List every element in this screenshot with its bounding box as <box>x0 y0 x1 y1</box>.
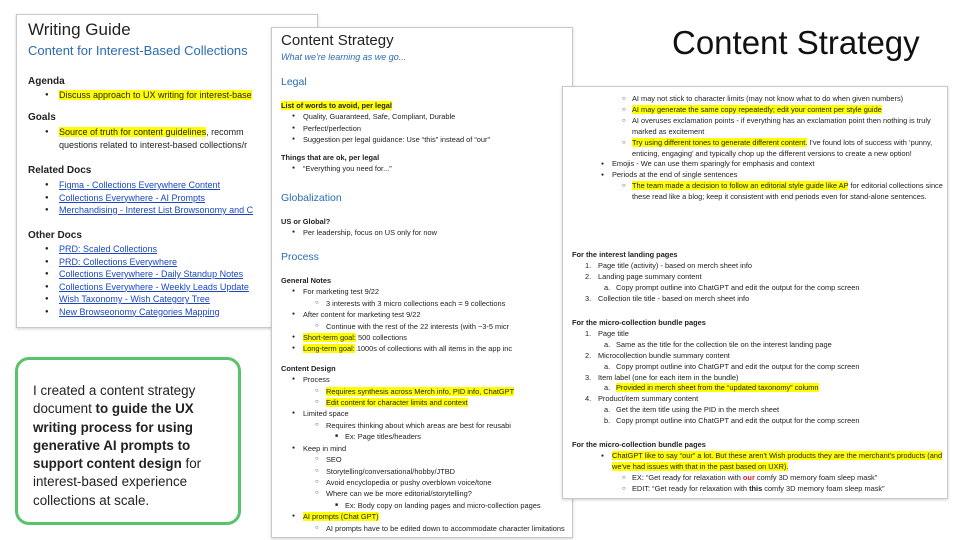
ai-note: ○ AI may not stick to character limits (may not know what to do when given numbers) <box>572 94 944 105</box>
agenda-heading: Agenda <box>28 76 65 87</box>
cd-sub-item: ○ SEO <box>281 454 571 465</box>
ai-notes-section <box>572 94 944 203</box>
process-section <box>281 275 571 534</box>
other-doc-link[interactable]: ● New Browseonomy Categories Mapping <box>45 306 315 319</box>
landing-section <box>572 250 944 305</box>
general-note: ● After content for marketing test 9/22 <box>281 309 571 320</box>
bundle-heading: For the micro-collection bundle pages <box>572 318 706 327</box>
bundle2-item: ● ChatGPT like to say “our” a lot. But these aren't Wish products they are the merchant's products (and we've had issues with that in the past based on UXR). <box>572 451 944 473</box>
agenda-item: ● Discuss approach to UX writing for interest-base <box>45 89 315 102</box>
cd-sub-item: ○ Where can we be more editorial/storytelling? <box>281 488 571 499</box>
example-line: ○ EX: “Get ready for relaxation with our comfy 3D memory foam sleep mask” <box>572 473 944 484</box>
strategy-doc-title: Content Strategy <box>281 32 394 49</box>
landing-item: 2. Landing page summary content <box>585 271 702 281</box>
bundle-item: 1. Page title <box>585 328 629 338</box>
ai-prompts-sub: ○ AI prompts have to be edited down to accommodate character limitations <box>281 523 571 534</box>
cd-sub-item: ○ Edit content for character limits and context <box>281 397 571 408</box>
writing-guide-title: Writing Guide <box>28 20 131 39</box>
process-heading: Process <box>281 251 319 263</box>
legal-heading: Legal <box>281 76 307 88</box>
content-strategy-continued-document <box>562 86 948 499</box>
other-docs-heading: Other Docs <box>28 230 82 241</box>
general-note-sub: ○ 3 interests with 3 micro collections each = 9 collections <box>281 298 571 309</box>
goals-item: ● Source of truth for content guidelines, recomm <box>45 126 315 139</box>
slide-title: Content Strategy <box>672 24 920 61</box>
writing-guide-subtitle: Content for Interest-Based Collections <box>28 43 248 58</box>
other-doc-link[interactable]: ● Collections Everywhere - Weekly Leads Update <box>45 281 315 294</box>
avoid-item: ● Perfect/perfection <box>281 123 571 134</box>
bundle2-heading: For the micro-collection bundle pages <box>572 440 706 449</box>
related-doc-link[interactable]: ● Figma - Collections Everywhere Content <box>45 179 315 192</box>
cd-sub-sub-item: ■ Ex: Body copy on landing pages and micro-collection pages <box>281 500 571 511</box>
bundle-sub-item: b. Copy prompt outline into ChatGPT and edit the output for the comp screen <box>604 416 860 426</box>
bundle-item: 4. Product/item summary content <box>585 394 699 404</box>
bundle-item: 3. Item label (one for each item in the bundle) <box>585 372 739 382</box>
cd-item: ● Keep in mind <box>281 443 571 454</box>
cd-sub-sub-item: ■ Ex: Page titles/headers <box>281 431 571 442</box>
other-doc-link[interactable]: ● Collections Everywhere - Daily Standup Notes <box>45 268 315 281</box>
general-note: ● Long-term goal: 1000s of collections with all items in the app inc <box>281 343 571 354</box>
other-doc-link[interactable]: ● PRD: Scaled Collections <box>45 243 315 256</box>
general-notes-heading: General Notes <box>281 276 332 285</box>
emojis-item: ● Emojis - We can use them sparingly for emphasis and context <box>572 159 944 170</box>
related-doc-link[interactable]: ● Merchandising - Interest List Browsonomy and C <box>45 204 315 217</box>
related-docs-heading: Related Docs <box>28 165 92 176</box>
avoid-item: ● Suggestion per legal guidance: Use “this” instead of “our” <box>281 134 571 145</box>
description-callout <box>15 357 241 525</box>
general-note: ● For marketing test 9/22 <box>281 286 571 297</box>
avoid-heading: List of words to avoid, per legal <box>281 101 392 110</box>
edit-line: ○ EDIT: “Get ready for relaxation with this comfy 3D memory foam sleep mask” <box>572 484 944 495</box>
bundle2-section <box>572 440 944 495</box>
cd-sub-item: ○ Storytelling/conversational/hobby/JTBD <box>281 466 571 477</box>
globalization-section <box>281 216 571 239</box>
cd-sub-item: ○ Requires synthesis across Merch info, PID info, ChatGPT <box>281 386 571 397</box>
landing-heading: For the interest landing pages <box>572 250 678 259</box>
content-strategy-document <box>271 27 573 538</box>
strategy-doc-subtitle: What we're learning as we go... <box>281 52 407 62</box>
globalization-heading: Globalization <box>281 192 342 204</box>
landing-item: 1. Page title (activity) - based on merch sheet info <box>585 260 753 270</box>
periods-item: ● Periods at the end of single sentences <box>572 170 944 181</box>
ai-prompts-item: ● AI prompts (Chat GPT) <box>281 511 571 522</box>
general-note-sub: ○ Continue with the rest of the 22 interests (with ~3-5 micr <box>281 321 571 332</box>
ok-item: ● “Everything you need for...” <box>281 163 571 174</box>
bundle-sub-item: a. Provided in merch sheet from the “updated taxonomy” column <box>604 383 819 393</box>
cd-item: ● Process <box>281 374 571 385</box>
landing-item: 3. Collection tile title - based on merch sheet info <box>585 293 750 303</box>
cd-sub-item: ○ Avoid encyclopedia or pushy overblown voice/tone <box>281 477 571 488</box>
us-item: ● Per leadership, focus on US only for now <box>281 227 571 238</box>
other-doc-link[interactable]: ● PRD: Collections Everywhere <box>45 256 315 269</box>
periods-sub-item: ○ The team made a decision to follow an editorial style guide like AP for editorial collections since these read like a blog; keep it consistent with end periods even for stand-alone sentences. <box>572 181 944 203</box>
content-design-heading: Content Design <box>281 363 336 373</box>
cd-item: ● Limited space <box>281 408 571 419</box>
bundle-sub-item: a. Get the item title using the PID in the merch sheet <box>604 405 780 415</box>
bundle-item: 2. Microcollection bundle summary content <box>585 350 730 360</box>
legal-section <box>281 100 571 174</box>
bundle-section <box>572 318 944 427</box>
general-note: ● Short-term goal: 500 collections <box>281 332 571 343</box>
cd-sub-item: ○ Requires thinking about which areas are best for reusabi <box>281 420 571 431</box>
bundle-sub-item: a. Copy prompt outline into ChatGPT and edit the output for the comp screen <box>604 361 860 371</box>
avoid-item: ● Quality, Guaranteed, Safe, Compliant, Durable <box>281 111 571 122</box>
ai-note: ○ Try using different tones to generate different content. I've found lots of success with ‘punny, enticing, engaging’ and typically chop up the different versions to create a new option! <box>572 138 944 160</box>
callout-text: I created a content strategy document to guide the UX writing process for using generative AI prompts to support content design for interest-based experience collections at scale. <box>33 383 202 508</box>
bundle-sub-item: a. Same as the title for the collection tile on the interest landing page <box>604 339 832 349</box>
ok-heading: Things that are ok, per legal <box>281 152 380 162</box>
goals-item-line2: questions related to interest-based collections/r <box>59 139 248 150</box>
goals-heading: Goals <box>28 112 56 123</box>
ai-note: ○ AI overuses exclamation points - if everything has an exclamation point then nothing is truly marked as excitement <box>572 116 944 138</box>
landing-sub-item: a. Copy prompt outline into ChatGPT and edit the output for the comp screen <box>604 282 860 292</box>
other-doc-link[interactable]: ● Wish Taxonomy - Wish Category Tree <box>45 293 315 306</box>
ai-note: ○ AI may generate the same copy repeatedly; edit your content per style guide <box>572 105 944 116</box>
related-doc-link[interactable]: ● Collections Everywhere - AI Prompts <box>45 192 315 205</box>
us-heading: US or Global? <box>281 217 331 226</box>
